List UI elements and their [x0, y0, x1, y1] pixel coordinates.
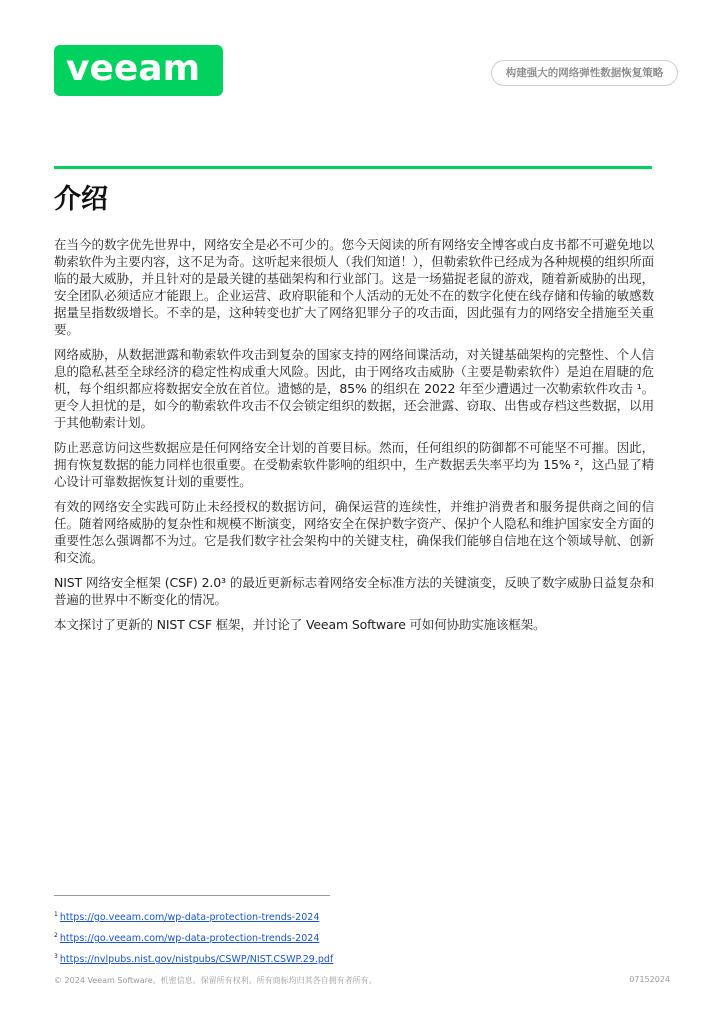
green-divider: [54, 166, 652, 169]
body-text: [54, 236, 654, 641]
footnote-divider: [54, 895, 330, 896]
copyright-notice: © 2024 Veeam Software。机密信息。保留所有权利。所有商标均归其各自拥有者所有。: [54, 976, 377, 985]
footnote-number: 2: [54, 932, 58, 940]
veeam-logo: [54, 45, 223, 96]
footnote: [54, 927, 454, 948]
paragraph: NIST 网络安全框架 (CSF) 2.0³ 的最近更新标志着网络安全标准方法的关键演变，反映了数字威胁日益复杂和普遍的世界中不断变化的情况。: [54, 575, 654, 607]
paragraph: 防止恶意访问这些数据应是任何网络安全计划的首要目标。然而，任何组织的防御都不可能坚不可摧。因此，拥有恢复数据的能力同样也很重要。在受勒索软件影响的组织中，生产数据丢失率平均为 15% ²，这凸显了精心设计可靠数据恢复计划的重要性。: [54, 440, 654, 489]
page-title: 介绍: [54, 184, 108, 215]
document-number: 07152024: [629, 975, 670, 984]
paragraph: 网络威胁，从数据泄露和勒索软件攻击到复杂的国家支持的网络间谍活动，对关键基础架构的完整性、个人信息的隐私甚至全球经济的稳定性构成重大风险。因此，由于网络攻击威胁（主要是勒索软件）是迫在眉睫的危机，每个组织都应将数据安全放在首位。遗憾的是，85% 的组织在 2022 年至少遭遇过一次勒索软件攻击 ¹。更令人担忧的是，如今的勒索软件攻击不仅会锁定组织的数据，还会泄露、窃取、出售或存档这些数据，以用于其他勒索计划。: [54, 347, 654, 430]
footnote-link[interactable]: https://go.veeam.com/wp-data-protection-trends-2024: [59, 933, 320, 945]
paragraph: 本文探讨了更新的 NIST CSF 框架，并讨论了 Veeam Software 可如何协助实施该框架。: [54, 617, 546, 632]
footnote-link[interactable]: https://go.veeam.com/wp-data-protection-trends-2024: [59, 912, 320, 924]
footnote: [54, 948, 454, 969]
document-tag: 构建强大的网络弹性数据恢复策略: [491, 60, 678, 86]
logo-text: veeam: [66, 48, 201, 89]
footnote-number: 1: [54, 911, 58, 918]
footnotes: [54, 906, 454, 969]
paragraph: 有效的网络安全实践可防止未经授权的数据访问，确保运营的连续性，并维护消费者和服务提供商之间的信任。随着网络威胁的复杂性和规模不断演变，网络安全在保护数字资产、保护个人隐私和维护国家安全方面的重要性怎么强调都不为过。它是我们数字社会架构中的关键支柱，确保我们能够自信地在这个领域导航、创新和交流。: [54, 499, 654, 565]
paragraph: 在当今的数字优先世界中，网络安全是必不可少的。您今天阅读的所有网络安全博客或白皮书都不可避免地以勒索软件为主要内容，这不足为奇。这听起来很烦人（我们知道！），但勒索软件已经成为各种规模的组织所面临的最大威胁，并且针对的是最关键的基础架构和行业部门。这是一场猫捉老鼠的游戏，随着新威胁的出现，安全团队必须适应才能跟上。企业运营、政府职能和个人活动的无处不在的数字化使在线存储和传输的敏感数据量呈指数级增长。不幸的是，这种转变也扩大了网络犯罪分子的攻击面，因此强有力的网络安全措施至关重要。: [54, 237, 654, 337]
footnote: [54, 906, 454, 927]
footnote-number: 3: [54, 953, 58, 961]
footnote-link[interactable]: https://nvlpubs.nist.gov/nistpubs/CSWP/NIST.CSWP.29.pdf: [59, 954, 334, 966]
